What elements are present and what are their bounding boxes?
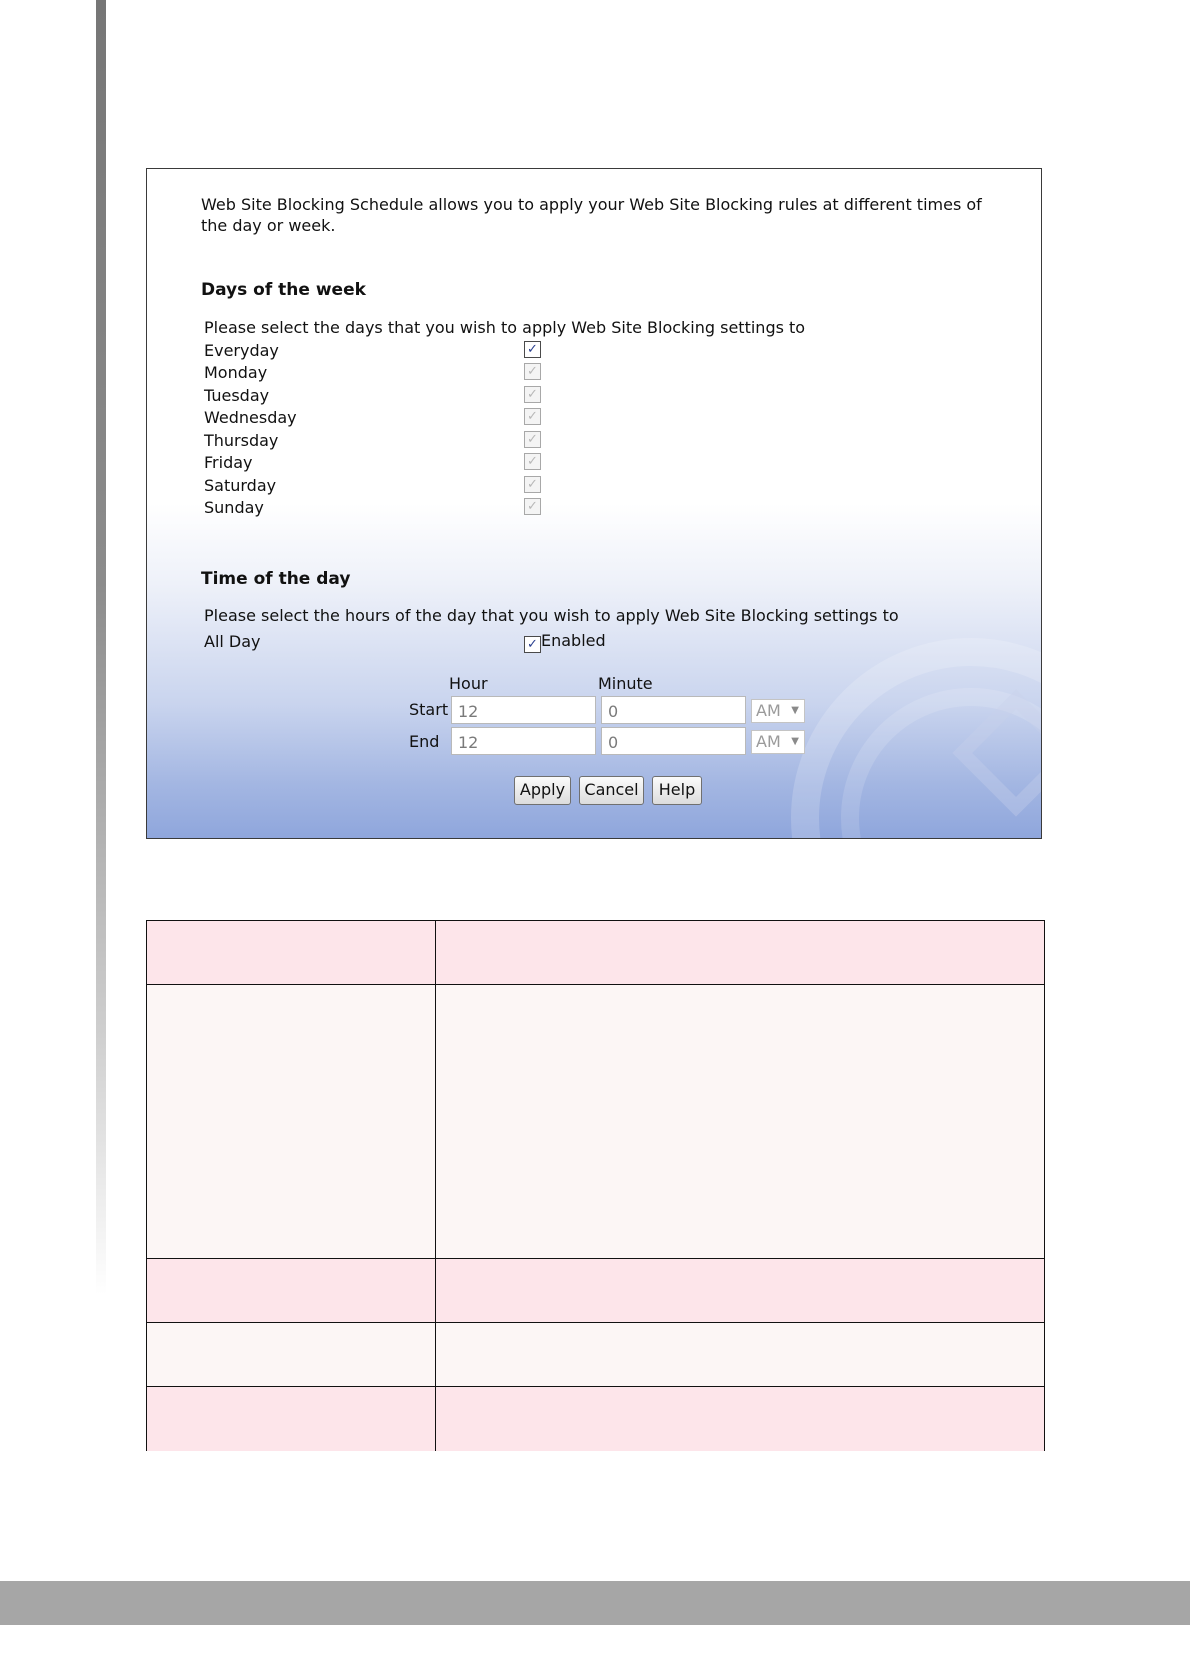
table-row xyxy=(147,1259,1044,1323)
day-label-tuesday: Tuesday xyxy=(204,386,270,405)
end-ampm-value: AM xyxy=(756,732,781,751)
end-hour-input[interactable]: 12 xyxy=(451,727,596,755)
day-label-thursday: Thursday xyxy=(204,431,279,450)
checkbox-friday[interactable]: ✓ xyxy=(524,453,541,470)
checkbox-sunday[interactable]: ✓ xyxy=(524,498,541,515)
day-label-everyday: Everyday xyxy=(204,341,279,360)
day-label-saturday: Saturday xyxy=(204,476,277,495)
checkbox-everyday[interactable]: ✓ xyxy=(524,341,541,358)
chevron-down-icon: ▼ xyxy=(791,705,799,716)
time-prompt: Please select the hours of the day that you wish to apply Web Site Blocking settings to xyxy=(204,606,899,625)
day-label-monday: Monday xyxy=(204,363,268,382)
table-cell xyxy=(436,921,1044,984)
start-label: Start xyxy=(409,700,449,719)
end-ampm-select[interactable] xyxy=(751,730,805,754)
table-cell xyxy=(436,1387,1044,1451)
description-table xyxy=(146,920,1045,1451)
all-day-enabled-toggle[interactable] xyxy=(524,631,606,653)
day-label-sunday: Sunday xyxy=(204,498,264,517)
page-side-bar xyxy=(96,0,106,1295)
table-cell xyxy=(147,1259,436,1322)
table-cell xyxy=(436,1323,1044,1386)
intro-text: Web Site Blocking Schedule allows you to apply your Web Site Blocking rules at different times of the day or week. xyxy=(201,195,982,235)
checkbox-wednesday[interactable]: ✓ xyxy=(524,408,541,425)
table-row xyxy=(147,1387,1044,1451)
cancel-button[interactable]: Cancel xyxy=(579,776,644,805)
table-cell xyxy=(147,921,436,984)
table-cell xyxy=(436,1259,1044,1322)
table-cell xyxy=(147,1387,436,1451)
minute-column-label: Minute xyxy=(598,674,653,693)
help-button[interactable]: Help xyxy=(652,776,702,805)
hour-column-label: Hour xyxy=(449,674,488,693)
table-row xyxy=(147,921,1044,985)
checkbox-tuesday[interactable]: ✓ xyxy=(524,386,541,403)
enabled-checkbox[interactable]: ✓ xyxy=(524,636,541,653)
table-row xyxy=(147,985,1044,1259)
schedule-screenshot-panel xyxy=(146,168,1042,839)
start-ampm-select[interactable] xyxy=(751,699,805,723)
page-footer-bar xyxy=(0,1581,1190,1625)
table-cell xyxy=(147,985,436,1258)
time-heading: Time of the day xyxy=(201,569,351,589)
day-label-friday: Friday xyxy=(204,453,253,472)
chevron-down-icon: ▼ xyxy=(791,736,799,747)
table-row xyxy=(147,1323,1044,1387)
start-ampm-value: AM xyxy=(756,701,781,720)
enabled-label: Enabled xyxy=(541,631,606,650)
checkbox-monday[interactable]: ✓ xyxy=(524,363,541,380)
end-label: End xyxy=(409,732,440,751)
table-cell xyxy=(147,1323,436,1386)
start-minute-input[interactable]: 0 xyxy=(601,696,746,724)
days-prompt: Please select the days that you wish to apply Web Site Blocking settings to xyxy=(204,318,806,337)
checkbox-thursday[interactable]: ✓ xyxy=(524,431,541,448)
apply-button[interactable]: Apply xyxy=(514,776,571,805)
day-label-wednesday: Wednesday xyxy=(204,408,297,427)
start-hour-input[interactable]: 12 xyxy=(451,696,596,724)
all-day-label: All Day xyxy=(204,632,261,651)
days-heading: Days of the week xyxy=(201,280,366,300)
checkbox-saturday[interactable]: ✓ xyxy=(524,476,541,493)
end-minute-input[interactable]: 0 xyxy=(601,727,746,755)
table-cell xyxy=(436,985,1044,1258)
